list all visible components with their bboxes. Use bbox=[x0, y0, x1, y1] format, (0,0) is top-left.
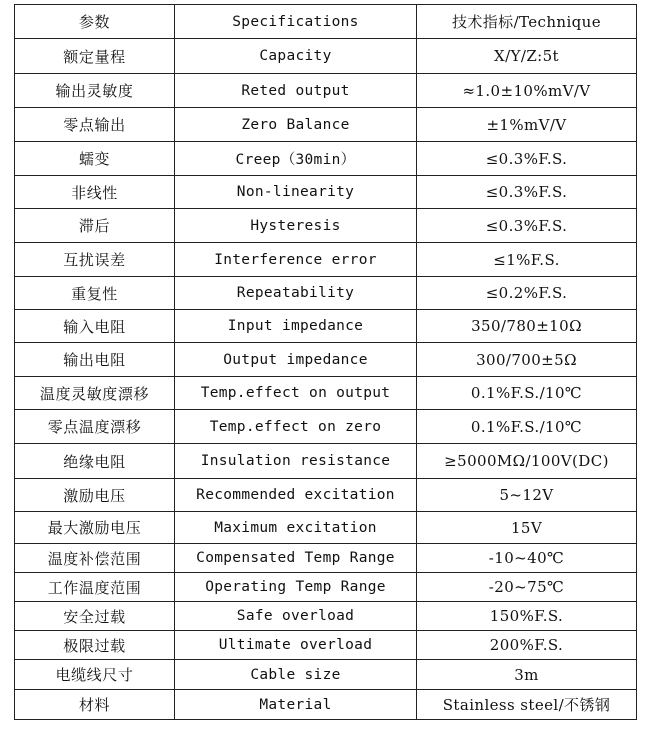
spec-cell: Creep（30min） bbox=[175, 142, 417, 176]
header-spec: Specifications bbox=[175, 5, 417, 39]
spec-cell: Temp.effect on zero bbox=[175, 410, 417, 444]
spec-cell: Maximum excitation bbox=[175, 512, 417, 544]
param-cell: 互扰误差 bbox=[15, 243, 175, 277]
value-cell: 200%F.S. bbox=[417, 631, 637, 660]
param-cell: 工作温度范围 bbox=[15, 573, 175, 602]
param-cell: 输入电阻 bbox=[15, 310, 175, 343]
spec-cell: Ultimate overload bbox=[175, 631, 417, 660]
param-cell: 电缆线尺寸 bbox=[15, 660, 175, 690]
spec-cell: Reted output bbox=[175, 74, 417, 108]
spec-cell: Insulation resistance bbox=[175, 444, 417, 479]
param-cell: 极限过载 bbox=[15, 631, 175, 660]
table-row bbox=[15, 444, 637, 479]
value-cell: ≤0.2%F.S. bbox=[417, 277, 637, 310]
param-cell: 材料 bbox=[15, 690, 175, 720]
spec-cell: Cable size bbox=[175, 660, 417, 690]
table-row bbox=[15, 277, 637, 310]
param-cell: 温度补偿范围 bbox=[15, 544, 175, 573]
spec-cell: Input impedance bbox=[175, 310, 417, 343]
spec-cell: Recommended excitation bbox=[175, 479, 417, 512]
spec-cell: Safe overload bbox=[175, 602, 417, 631]
table-row bbox=[15, 631, 637, 660]
value-cell: Stainless steel/不锈钢 bbox=[417, 690, 637, 720]
value-cell: 300/700±5Ω bbox=[417, 343, 637, 377]
table-row bbox=[15, 690, 637, 720]
value-cell: 15V bbox=[417, 512, 637, 544]
param-cell: 绝缘电阻 bbox=[15, 444, 175, 479]
spec-cell: Zero Balance bbox=[175, 108, 417, 142]
value-cell: 0.1%F.S./10℃ bbox=[417, 377, 637, 410]
param-cell: 激励电压 bbox=[15, 479, 175, 512]
table-row bbox=[15, 176, 637, 209]
value-cell: -20~75℃ bbox=[417, 573, 637, 602]
param-cell: 额定量程 bbox=[15, 39, 175, 74]
param-cell: 零点温度漂移 bbox=[15, 410, 175, 444]
table-row bbox=[15, 310, 637, 343]
spec-cell: Repeatability bbox=[175, 277, 417, 310]
table-row bbox=[15, 660, 637, 690]
param-cell: 非线性 bbox=[15, 176, 175, 209]
spec-cell: Temp.effect on output bbox=[175, 377, 417, 410]
spec-cell: Output impedance bbox=[175, 343, 417, 377]
table-row bbox=[15, 108, 637, 142]
spec-cell: Non-linearity bbox=[175, 176, 417, 209]
table-row bbox=[15, 343, 637, 377]
spec-cell: Compensated Temp Range bbox=[175, 544, 417, 573]
header-row bbox=[15, 5, 637, 39]
value-cell: -10~40℃ bbox=[417, 544, 637, 573]
table-row bbox=[15, 410, 637, 444]
table-row bbox=[15, 209, 637, 243]
table-row bbox=[15, 479, 637, 512]
table-row bbox=[15, 512, 637, 544]
value-cell: ≈1.0±10%mV/V bbox=[417, 74, 637, 108]
param-cell: 滞后 bbox=[15, 209, 175, 243]
table-row bbox=[15, 377, 637, 410]
spec-cell: Interference error bbox=[175, 243, 417, 277]
spec-cell: Operating Temp Range bbox=[175, 573, 417, 602]
param-cell: 温度灵敏度漂移 bbox=[15, 377, 175, 410]
value-cell: ±1%mV/V bbox=[417, 108, 637, 142]
param-cell: 蠕变 bbox=[15, 142, 175, 176]
value-cell: 150%F.S. bbox=[417, 602, 637, 631]
table-row bbox=[15, 602, 637, 631]
spec-cell: Capacity bbox=[175, 39, 417, 74]
value-cell: 5~12V bbox=[417, 479, 637, 512]
param-cell: 最大激励电压 bbox=[15, 512, 175, 544]
value-cell: 350/780±10Ω bbox=[417, 310, 637, 343]
header-param: 参数 bbox=[15, 5, 175, 39]
param-cell: 输出灵敏度 bbox=[15, 74, 175, 108]
value-cell: ≥5000MΩ/100V(DC) bbox=[417, 444, 637, 479]
value-cell: 0.1%F.S./10℃ bbox=[417, 410, 637, 444]
param-cell: 输出电阻 bbox=[15, 343, 175, 377]
param-cell: 重复性 bbox=[15, 277, 175, 310]
param-cell: 零点输出 bbox=[15, 108, 175, 142]
specifications-table bbox=[14, 4, 637, 720]
table-row bbox=[15, 74, 637, 108]
table-row bbox=[15, 142, 637, 176]
value-cell: X/Y/Z:5t bbox=[417, 39, 637, 74]
header-technique: 技术指标/Technique bbox=[417, 5, 637, 39]
table-row bbox=[15, 243, 637, 277]
spec-cell: Hysteresis bbox=[175, 209, 417, 243]
table-row bbox=[15, 544, 637, 573]
value-cell: ≤1%F.S. bbox=[417, 243, 637, 277]
value-cell: ≤0.3%F.S. bbox=[417, 176, 637, 209]
value-cell: ≤0.3%F.S. bbox=[417, 209, 637, 243]
table-row bbox=[15, 39, 637, 74]
spec-cell: Material bbox=[175, 690, 417, 720]
table-row bbox=[15, 573, 637, 602]
param-cell: 安全过载 bbox=[15, 602, 175, 631]
value-cell: 3m bbox=[417, 660, 637, 690]
value-cell: ≤0.3%F.S. bbox=[417, 142, 637, 176]
